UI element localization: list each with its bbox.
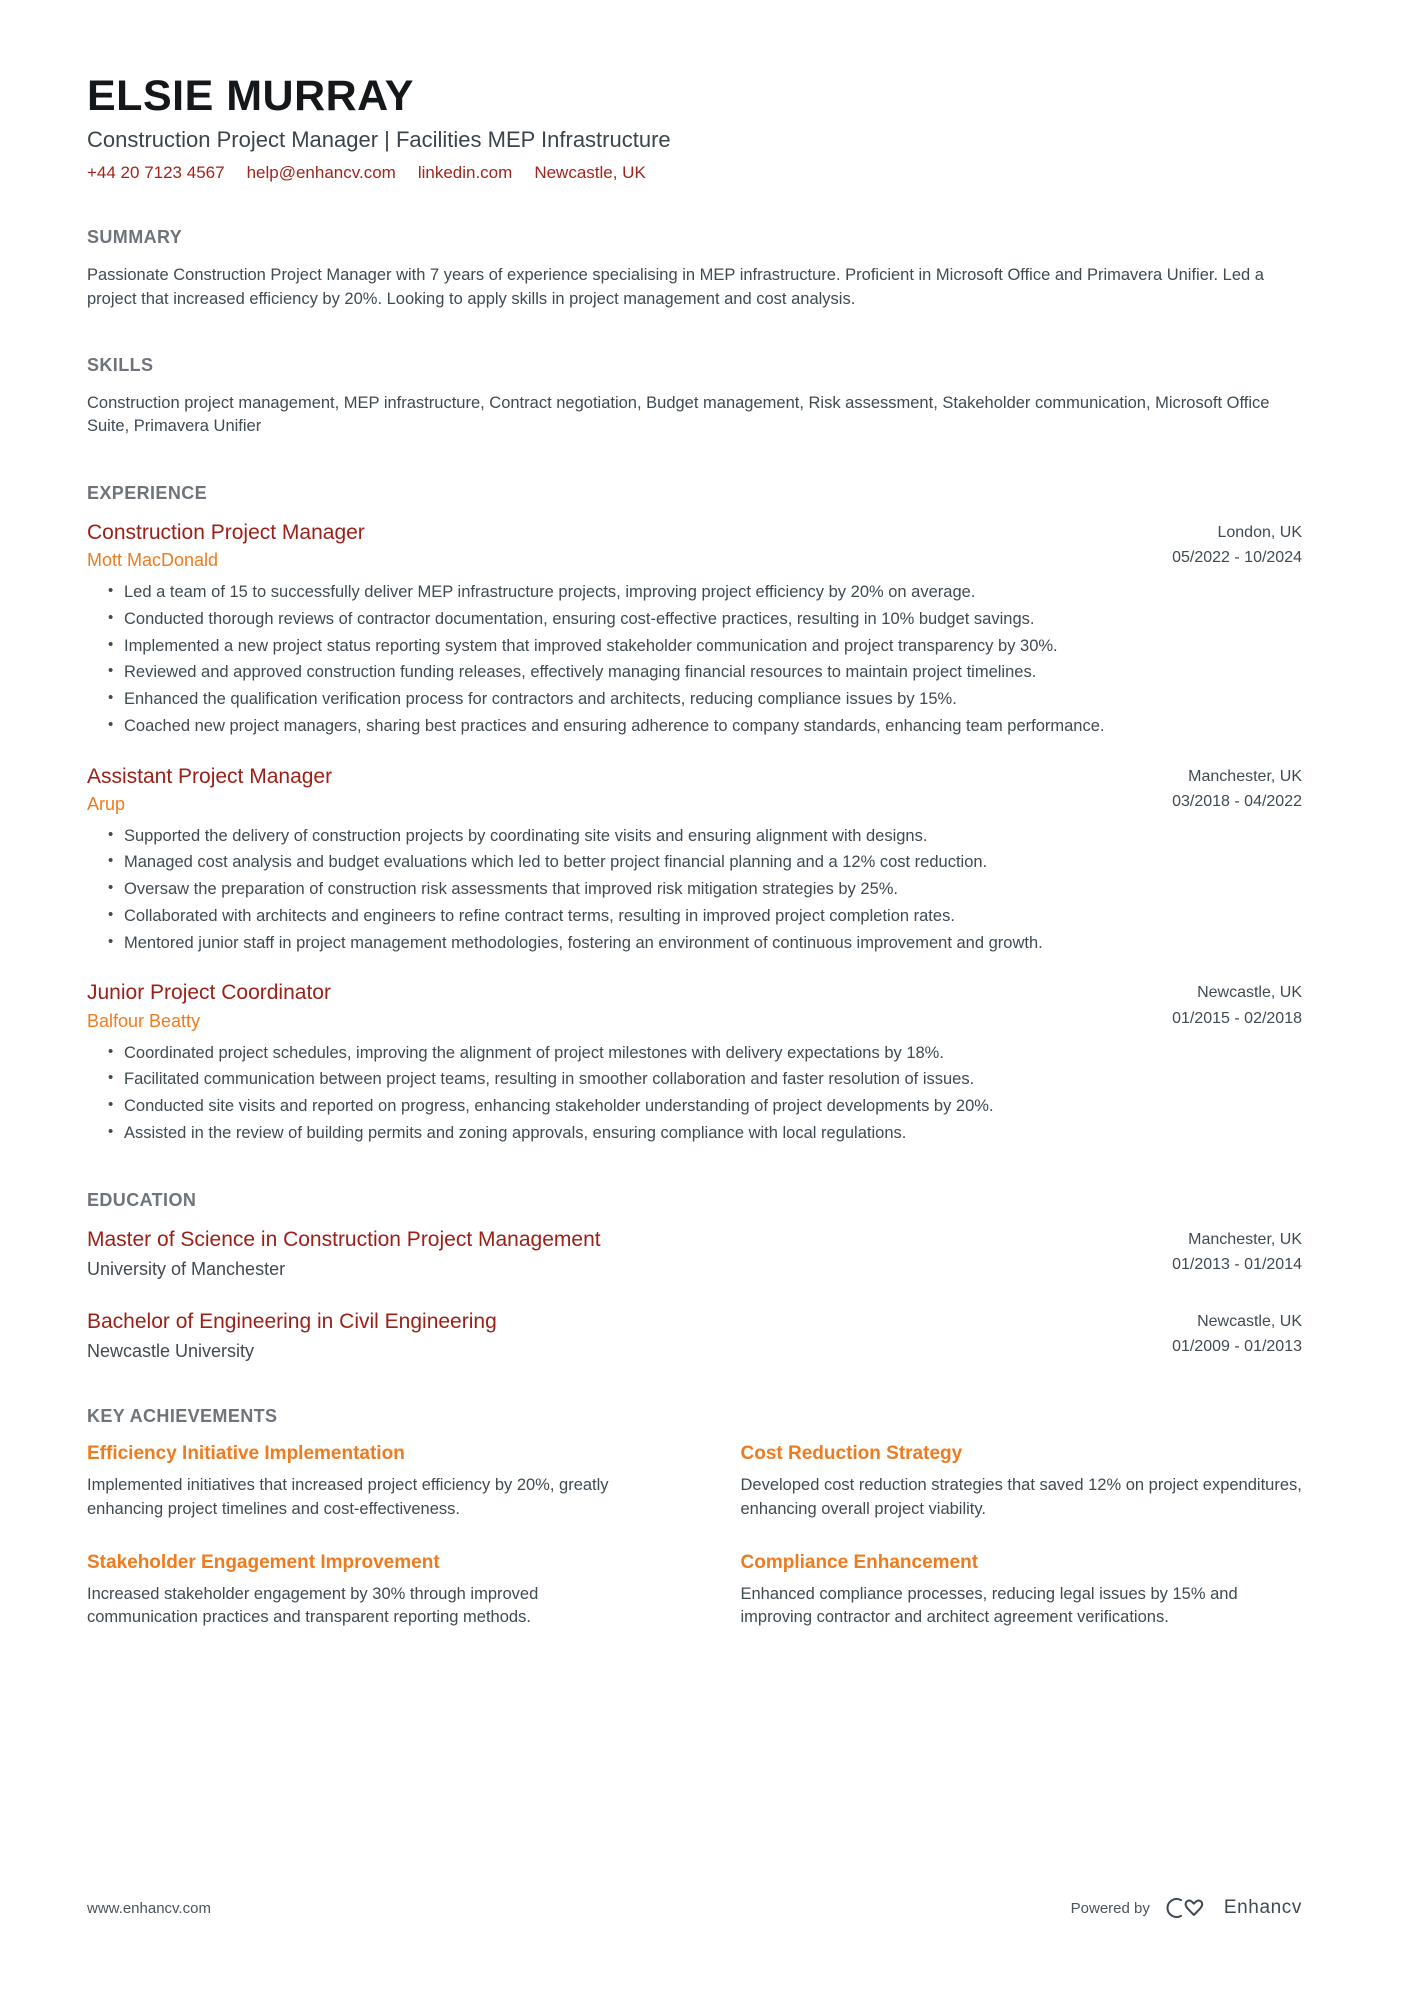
- achievements-heading: KEY ACHIEVEMENTS: [87, 1406, 278, 1427]
- job-bullet: • Collaborated with architects and engineers to refine contract terms, resulting in improved project completion rates.: [108, 905, 1302, 929]
- experience-heading: EXPERIENCE: [87, 482, 208, 503]
- job-location: Manchester, UK: [1188, 767, 1302, 785]
- section-summary: [87, 227, 1302, 311]
- degree-school: Newcastle University: [87, 1341, 255, 1362]
- contact-phone: +44 20 7123 4567: [87, 163, 225, 183]
- job-bullet: • Coached new project managers, sharing best practices and ensuring adherence to company standards, enhancing team performance.: [108, 715, 1302, 739]
- degree-title: Bachelor of Engineering in Civil Engineering: [87, 1309, 497, 1333]
- achievement-item: [741, 1552, 1303, 1631]
- achievement-item: [741, 1443, 1303, 1522]
- experience-entry-meta: [1172, 520, 1302, 571]
- education-heading: EDUCATION: [87, 1189, 197, 1210]
- job-bullets: [87, 1042, 1302, 1146]
- experience-entry: [87, 764, 1302, 956]
- job-bullet: • Implemented a new project status reporting system that improved stakeholder communication and project transparency by 30%.: [108, 635, 1302, 659]
- education-entry-left: [87, 1309, 497, 1362]
- job-company: Mott MacDonald: [87, 550, 219, 571]
- achievement-text: Developed cost reduction strategies that saved 12% on project expenditures, enhancing overall project viability.: [740, 1476, 1302, 1518]
- job-dates: 05/2022 - 10/2024: [1172, 549, 1302, 567]
- job-bullet: • Mentored junior staff in project management methodologies, fostering an environment of continuous improvement and growth.: [108, 932, 1302, 956]
- powered-by-block: [1071, 1895, 1302, 1921]
- degree-dates: 01/2013 - 01/2014: [1172, 1256, 1302, 1274]
- education-entry-header: [87, 1227, 1302, 1280]
- job-bullet: • Coordinated project schedules, improving the alignment of project milestones with delivery expectations by 18%.: [108, 1042, 1302, 1066]
- job-bullet: • Conducted site visits and reported on progress, enhancing stakeholder understanding of project developments by 20%.: [108, 1095, 1302, 1119]
- achievements-column-right: [741, 1443, 1303, 1660]
- experience-entry-meta: [1172, 764, 1302, 815]
- education-entry-meta: [1172, 1227, 1302, 1278]
- job-title: Junior Project Coordinator: [87, 981, 331, 1005]
- job-location: Newcastle, UK: [1197, 984, 1302, 1002]
- section-experience: [87, 483, 1302, 1146]
- job-bullet: • Supported the delivery of construction projects by coordinating site visits and ensuring alignment with designs.: [108, 825, 1302, 849]
- job-bullet: • Reviewed and approved construction funding releases, effectively managing financial resources to maintain project timelines.: [108, 661, 1302, 685]
- job-location: London, UK: [1217, 523, 1302, 541]
- candidate-name: ELSIE MURRAY: [87, 72, 414, 120]
- education-entry: [87, 1227, 1302, 1280]
- experience-entry-left: [87, 520, 365, 571]
- contact-linkedin[interactable]: linkedin.com: [417, 163, 513, 183]
- education-entry: [87, 1309, 1302, 1362]
- achievements-grid: [87, 1443, 1302, 1660]
- experience-entry-left: [87, 764, 332, 815]
- section-achievements: [87, 1406, 1302, 1660]
- education-entry-meta: [1172, 1309, 1302, 1360]
- job-company: Arup: [87, 793, 126, 814]
- achievement-item: [87, 1443, 649, 1522]
- experience-entry-header: [87, 520, 1302, 571]
- degree-title: Master of Science in Construction Project Management: [87, 1227, 601, 1251]
- section-skills: [87, 355, 1302, 439]
- job-bullet: • Facilitated communication between project teams, resulting in smoother collaboration and faster resolution of issues.: [108, 1068, 1302, 1092]
- enhancv-wordmark: Enhancv: [1223, 1897, 1302, 1918]
- achievement-title: Cost Reduction Strategy: [740, 1443, 963, 1465]
- education-entry-left: [87, 1227, 601, 1280]
- achievement-text: Enhanced compliance processes, reducing legal issues by 15% and improving contractor and architect agreement verifications.: [740, 1584, 1238, 1627]
- achievement-title: Stakeholder Engagement Improvement: [87, 1551, 440, 1573]
- experience-entry: [87, 520, 1302, 739]
- contact-email[interactable]: help@enhancv.com: [246, 163, 396, 183]
- experience-entry: [87, 980, 1302, 1145]
- job-title: Construction Project Manager: [87, 520, 365, 544]
- achievement-text: Implemented initiatives that increased project efficiency by 20%, greatly enhancing project timelines and cost-effectiveness.: [87, 1476, 609, 1518]
- job-bullet: • Assisted in the review of building permits and zoning approvals, ensuring compliance with local regulations.: [108, 1122, 1302, 1146]
- job-bullet: • Led a team of 15 to successfully deliver MEP infrastructure projects, improving project efficiency by 20% on average.: [108, 581, 1302, 605]
- job-dates: 01/2015 - 02/2018: [1172, 1010, 1302, 1028]
- summary-text: Passionate Construction Project Manager with 7 years of experience specialising in MEP infrastructure. Proficient in Microsoft Office and Primavera Unifier. Led a project that increased efficiency by 20%. Looking to apply skills in project management and cost analysis.: [87, 266, 1264, 308]
- footer-website-link[interactable]: www.enhancv.com: [87, 1899, 211, 1917]
- resume-header: [87, 74, 1302, 183]
- page-footer: [87, 1895, 1302, 1921]
- skills-text: Construction project management, MEP infrastructure, Contract negotiation, Budget management, Risk assessment, Stakeholder communication, Microsoft Office Suite, Primavera Unifier: [87, 393, 1270, 436]
- achievement-title: Efficiency Initiative Implementation: [87, 1443, 405, 1465]
- job-title: Assistant Project Manager: [87, 764, 333, 788]
- achievements-column-left: [87, 1443, 649, 1660]
- achievement-title: Compliance Enhancement: [740, 1551, 979, 1573]
- experience-entry-left: [87, 980, 331, 1031]
- candidate-title: Construction Project Manager | Facilities MEP Infrastructure: [87, 127, 671, 153]
- section-education: [87, 1190, 1302, 1362]
- skills-heading: SKILLS: [87, 354, 154, 375]
- job-bullet: • Managed cost analysis and budget evaluations which led to better project financial planning and a 12% cost reduction.: [108, 851, 1302, 875]
- experience-entry-meta: [1172, 980, 1302, 1031]
- job-company: Balfour Beatty: [87, 1010, 201, 1031]
- experience-entry-header: [87, 980, 1302, 1031]
- job-dates: 03/2018 - 04/2022: [1172, 793, 1302, 811]
- degree-school: University of Manchester: [87, 1258, 286, 1279]
- powered-by-label: Powered by: [1070, 1899, 1150, 1917]
- enhancv-logo-icon: [1164, 1895, 1210, 1921]
- summary-heading: SUMMARY: [87, 227, 183, 248]
- achievement-text: Increased stakeholder engagement by 30% through improved communication practices and transparent reporting methods.: [87, 1584, 539, 1627]
- contact-row: [87, 163, 1302, 183]
- contact-location: Newcastle, UK: [534, 163, 646, 183]
- degree-location: Manchester, UK: [1188, 1230, 1302, 1248]
- job-bullets: [87, 825, 1302, 956]
- experience-entry-header: [87, 764, 1302, 815]
- job-bullet: • Conducted thorough reviews of contractor documentation, ensuring cost-effective practices, resulting in 10% budget savings.: [108, 608, 1302, 632]
- job-bullet: • Oversaw the preparation of construction risk assessments that improved risk mitigation strategies by 25%.: [108, 878, 1302, 902]
- degree-dates: 01/2009 - 01/2013: [1172, 1338, 1302, 1356]
- achievement-item: [87, 1552, 649, 1631]
- job-bullets: [87, 581, 1302, 739]
- job-bullet: • Enhanced the qualification verification process for contractors and architects, reducing compliance issues by 15%.: [108, 688, 1302, 712]
- degree-location: Newcastle, UK: [1197, 1312, 1302, 1330]
- education-entry-header: [87, 1309, 1302, 1362]
